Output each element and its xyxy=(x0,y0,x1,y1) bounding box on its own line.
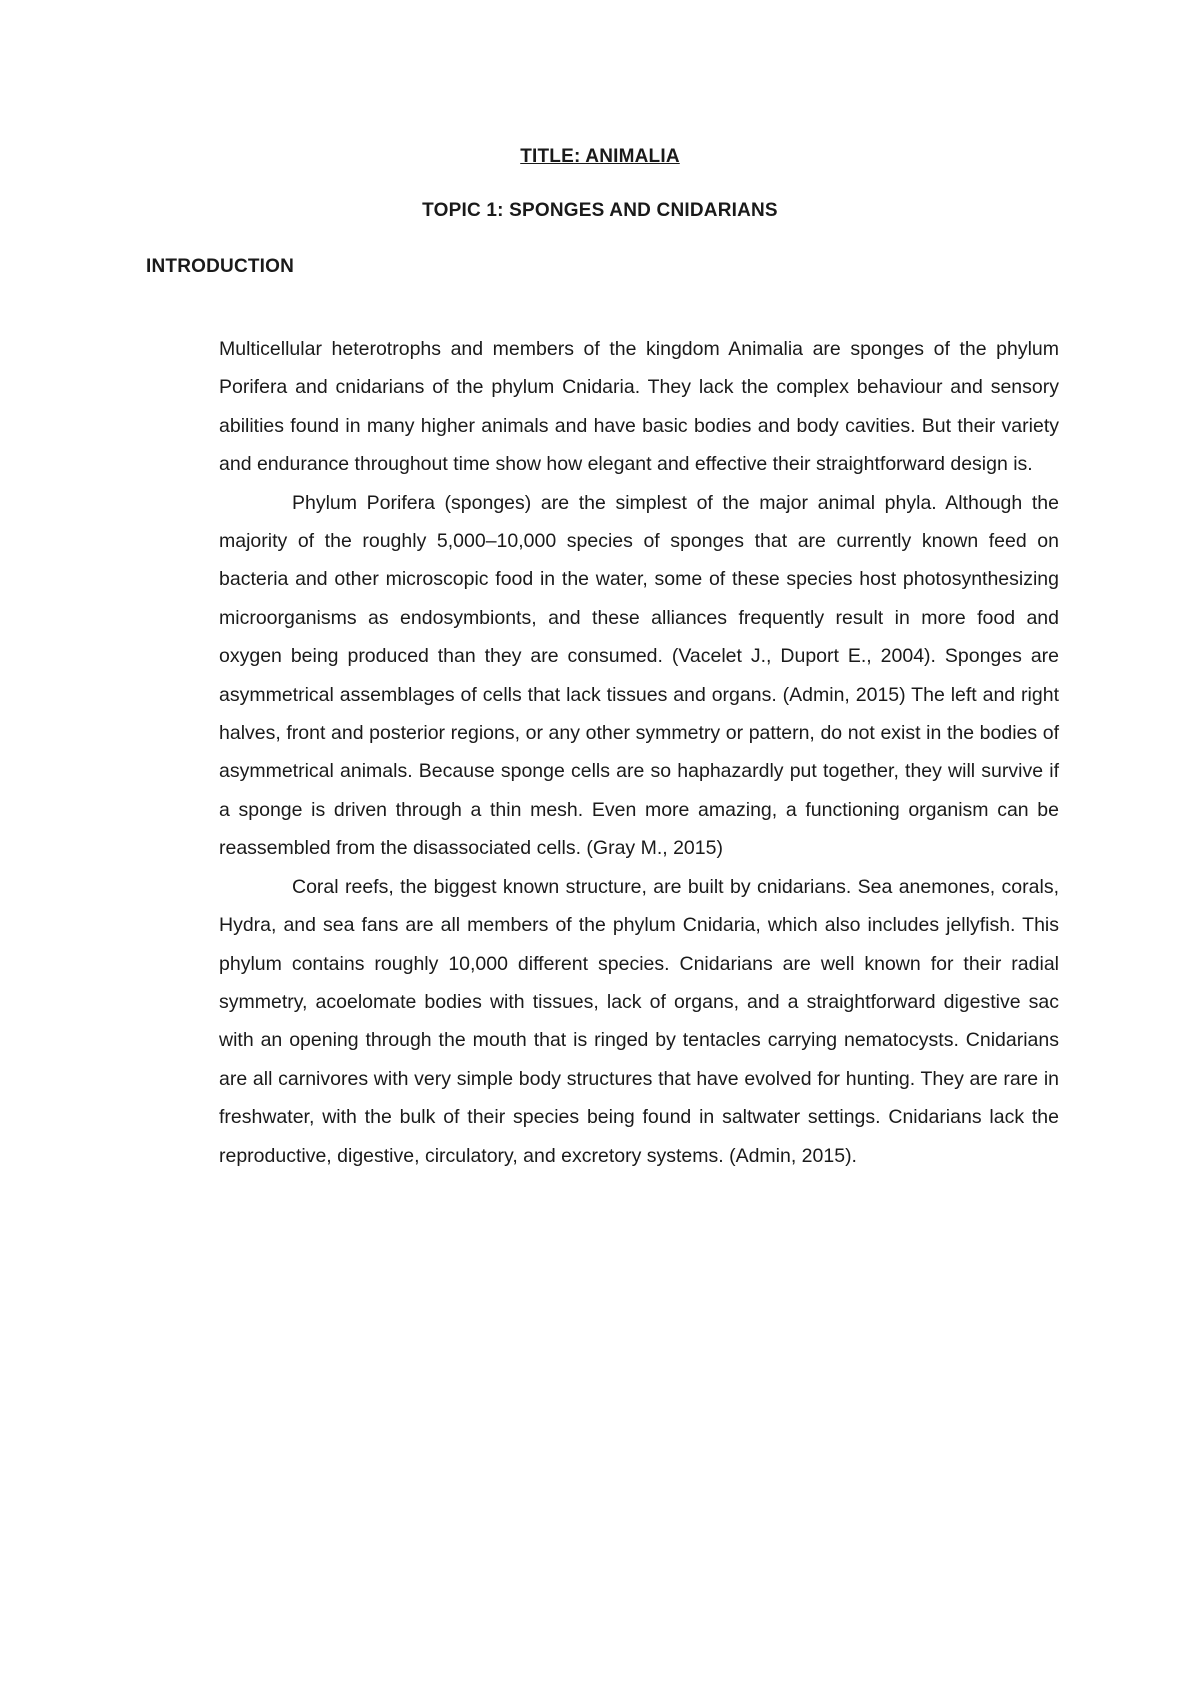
topic-heading: TOPIC 1: SPONGES AND CNIDARIANS xyxy=(422,200,778,221)
paragraph-cnidaria: Coral reefs, the biggest known structure, are built by cnidarians. Sea anemones, corals, Hydra, and sea fans are all members of the phylum Cnidaria, which also includes jellyfish. This phylum contains roughly 10,000 different species. Cnidarians are well known for their radial symmetry, acoelomate bodies with tissues, lack of organs, and a straightforward digestive sac with an opening through the mouth that is ringed by tentacles carrying nematocysts. Cnidarians are all carnivores with very simple body structures that have evolved for hunting. They are rare in freshwater, with the bulk of their species being found in saltwater settings. Cnidarians lack the reproductive, digestive, circulatory, and excretory systems. (Admin, 2015). xyxy=(219,875,1059,1167)
introduction-body xyxy=(219,330,1059,1175)
paragraph-overview: Multicellular heterotrophs and members of the kingdom Animalia are sponges of the phylum Porifera and cnidarians of the phylum Cnidaria. They lack the complex behaviour and sensory abilities found in many higher animals and have basic bodies and body cavities. But their variety and endurance throughout time show how elegant and effective their straightforward design is. xyxy=(219,338,1059,476)
section-heading-introduction: INTRODUCTION xyxy=(146,256,295,277)
paragraph-porifera: Phylum Porifera (sponges) are the simplest of the major animal phyla. Although the majority of the roughly 5,000–10,000 species of sponges that are currently known feed on bacteria and other microscopic food in the water, some of these species host photosynthesizing microorganisms as endosymbionts, and these alliances frequently result in more food and oxygen being produced than they are consumed. (Vacelet J., Duport E., 2004). Sponges are asymmetrical assemblages of cells that lack tissues and organs. (Admin, 2015) The left and right halves, front and posterior regions, or any other symmetry or pattern, do not exist in the bodies of asymmetrical animals. Because sponge cells are so haphazardly put together, they will survive if a sponge is driven through a thin mesh. Even more amazing, a functioning organism can be reassembled from the disassociated cells. (Gray M., 2015) xyxy=(219,491,1059,860)
document-title: TITLE: ANIMALIA xyxy=(520,146,680,167)
